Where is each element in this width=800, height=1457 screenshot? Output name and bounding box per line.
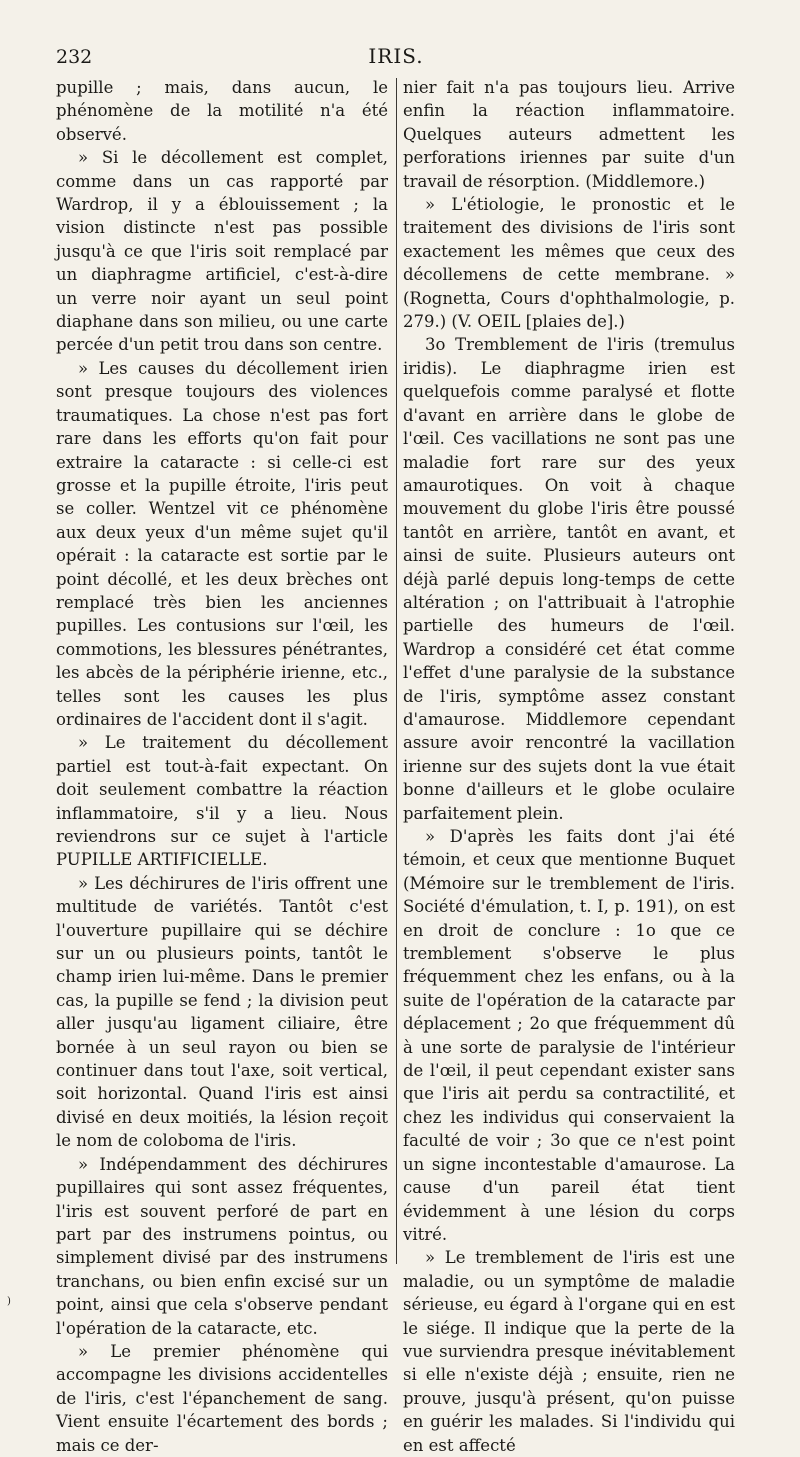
paragraph: » Si le décollement est complet, comme dans un cas rapporté par Wardrop, il y a éblouissement ; la vision distincte n'est pas possible jusqu'à ce que l'iris soit remplacé par un diaphragme artificiel, c'est-à-dire un verre noir ayant un seul point diaphane dans son milieu, ou une carte percée d'un petit trou dans son centre. xyxy=(56,148,388,355)
running-title: IRIS. xyxy=(368,44,424,68)
margin-mark: ) xyxy=(7,1296,11,1307)
paragraph: » L'étiologie, le pronostic et le traitement des divisions de l'iris sont exactement les mêmes que ceux des décollemens de cette membrane. » (Rognetta, Cours d'ophthalmologie, p. 279.) (V. OEIL [plaies de].) xyxy=(403,195,735,332)
paragraph: » Le premier phénomène qui accompagne les divisions accidentelles de l'iris, c'est l'épanchement de sang. Vient ensuite l'écartement des bords ; mais ce der- xyxy=(56,1341,388,1455)
paragraph: » Le traitement du décollement partiel est tout-à-fait expectant. On doit seulement combattre la réaction inflammatoire, s'il y a lieu. Nous reviendrons sur ce sujet à l'article PUPILLE ARTIFICIELLE. xyxy=(56,733,388,870)
column-divider xyxy=(396,78,397,1264)
paragraph: » Le tremblement de l'iris est une maladie, ou un symptôme de maladie sérieuse, eu égard à l'organe qui en est le siége. Il indique que la perte de la vue surviendra presque inévitablement si elle n'existe déjà ; ensuite, rien ne prouve, jusqu'à présent, qu'on puisse en guérir les malades. Si l'individu qui en est affecté xyxy=(403,1248,735,1455)
page-number: 232 xyxy=(56,46,93,68)
paragraph: 3o Tremblement de l'iris (tremulus iridis). Le diaphragme irien est quelquefois comme paralysé et flotte d'avant en arrière dans le globe de l'œil. Ces vacillations ne sont pas une maladie fort rare sur des yeux amaurotiques. On voit à chaque mouvement du globe l'iris être poussé tantôt en arrière, tantôt en avant, et ainsi de suite. Plusieurs auteurs ont déjà parlé depuis long-temps de cette altération ; on l'attribuait à l'atrophie partielle des humeurs de l'œil. Wardrop a considéré cet état comme l'effet d'une paralysie de la substance de l'iris, symptôme assez constant d'amaurose. Middlemore cependant assure avoir rencontré la vacillation irienne sur des sujets dont la vue était bonne d'ailleurs et le globe oculaire parfaitement plein. xyxy=(403,335,735,823)
paragraph: nier fait n'a pas toujours lieu. Arrive enfin la réaction inflammatoire. Quelques auteurs admettent les perforations iriennes par suite d'un travail de résorption. (Middlemore.) xyxy=(403,78,735,191)
paragraph: pupille ; mais, dans aucun, le phénomène de la motilité n'a été observé. xyxy=(56,78,388,144)
paragraph: » Indépendamment des déchirures pupillaires qui sont assez fréquentes, l'iris est souvent perforé de part en part par des instrumens pointus, ou simplement divisé par des instrumens tranchans, ou bien enfin excisé sur un point, ainsi que cela s'observe pendant l'opération de la cataracte, etc. xyxy=(56,1154,388,1338)
paragraph: » D'après les faits dont j'ai été témoin, et ceux que mentionne Buquet (Mémoire sur le tremblement de l'iris. Société d'émulation, t. I, p. 191), on est en droit de conclure : 1o que ce tremblement s'observe le plus fréquemment chez les enfans, ou à la suite de l'opération de la cataracte par déplacement ; 2o que fréquemment dû à une sorte de paralysie de l'intérieur de l'œil, il peut cependant exister sans que l'iris ait perdu sa contractilité, et chez les individus qui conservaient la faculté de voir ; 3o que ce n'est point un signe incontestable d'amaurose. La cause d'un pareil état tient évidemment à une lésion du corps vitré. xyxy=(403,827,735,1244)
paragraph: » Les déchirures de l'iris offrent une multitude de variétés. Tantôt c'est l'ouverture pupillaire qui se déchire sur un ou plusieurs points, tantôt le champ irien lui-même. Dans le premier cas, la pupille se fend ; la division peut aller jusqu'au ligament ciliaire, être bornée à un seul rayon ou bien se continuer dans tout l'axe, soit vertical, soit horizontal. Quand l'iris est ainsi divisé en deux moitiés, la lésion reçoit le nom de coloboma de l'iris. xyxy=(56,873,388,1151)
paragraph: » Les causes du décollement irien sont presque toujours des violences traumatiques. La chose n'est pas fort rare dans les efforts qu'on fait pour extraire la cataracte : si celle-ci est grosse et la pupille étroite, l'iris peut se coller. Wentzel vit ce phénomène aux deux yeux d'un même sujet qu'il opérait : la cataracte est sortie par le point décollé, et les deux brèches ont remplacé très bien les anciennes pupilles. Les contusions sur l'œil, les commotions, les blessures pénétrantes, les abcès de la périphérie irienne, etc., telles sont les causes les plus ordinaires de l'accident dont il s'agit. xyxy=(56,358,388,729)
right-column xyxy=(403,76,735,1455)
left-column xyxy=(56,76,388,1455)
